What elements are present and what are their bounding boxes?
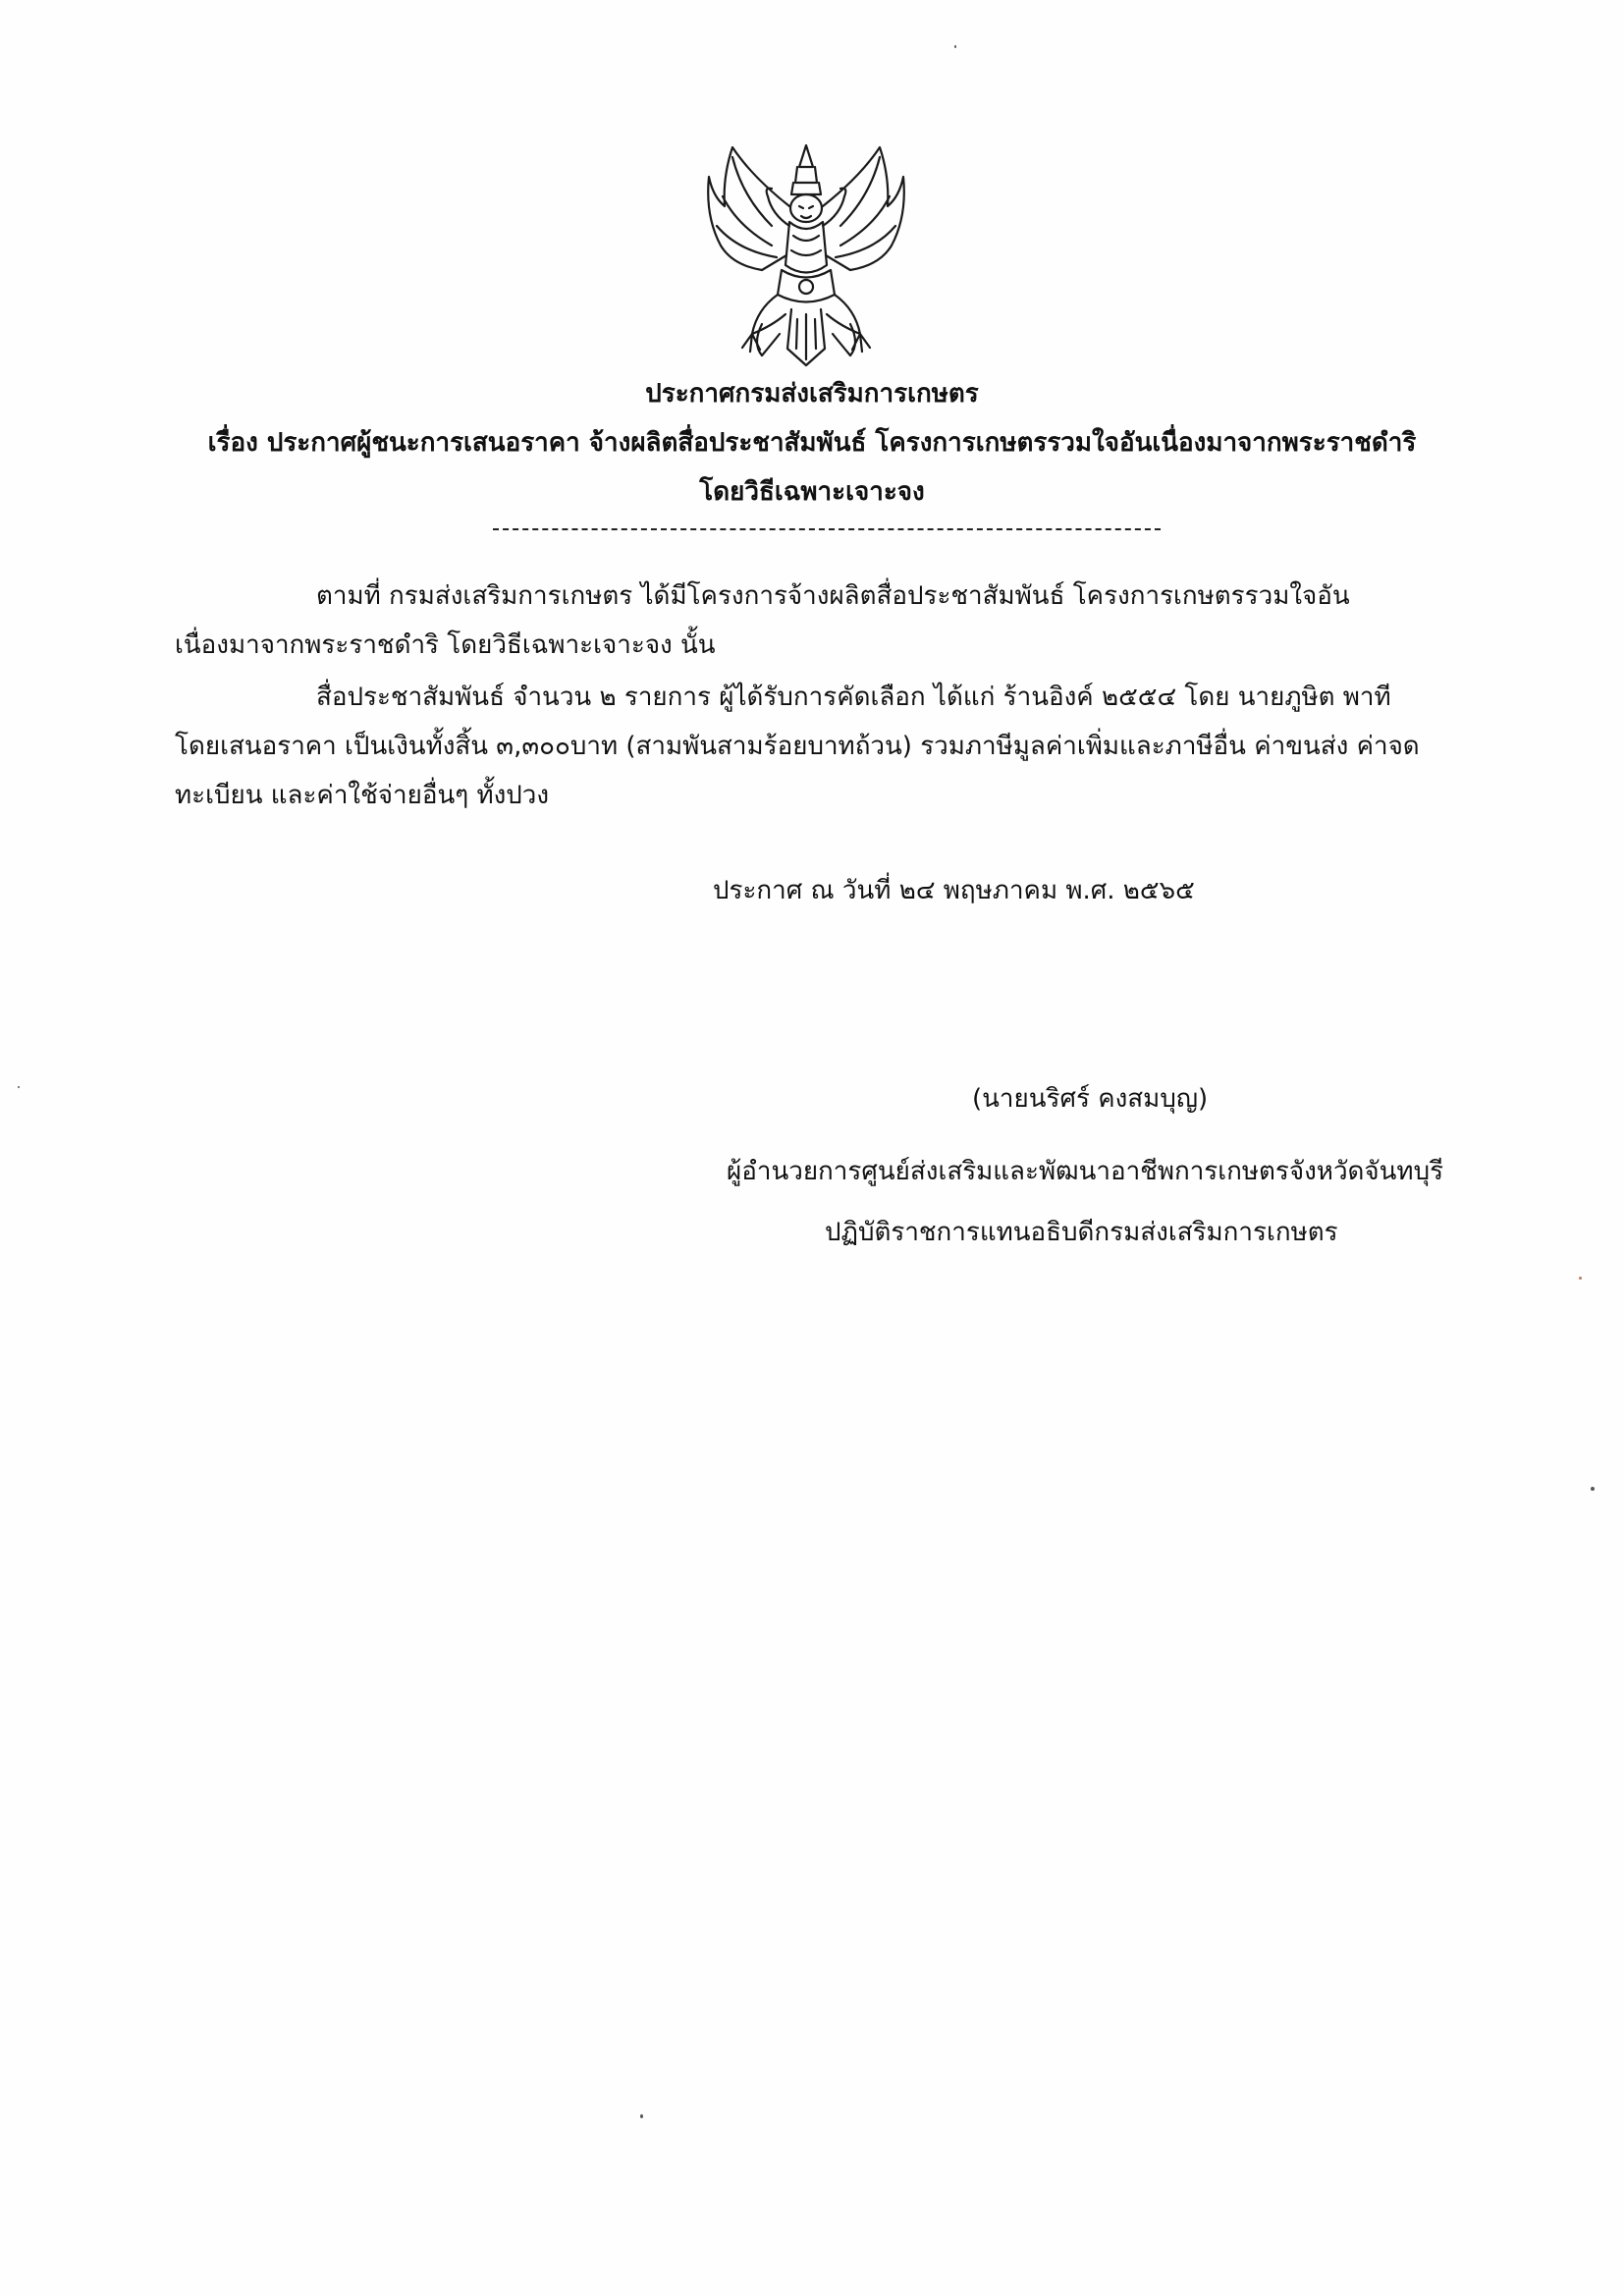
signatory-position-1: ผู้อำนวยการศูนย์ส่งเสริมและพัฒนาอาชีพการเกษตรจังหวัดจันทบุรี xyxy=(727,1157,1444,1186)
header-divider xyxy=(493,528,1161,530)
scan-speck xyxy=(18,1086,20,1088)
paragraph-2-line-3: ทะเบียน และค่าใช้จ่ายอื่นๆ ทั้งปวง xyxy=(175,781,550,810)
paragraph-1-line-1: ตามที่ กรมส่งเสริมการเกษตร ได้มีโครงการจ้างผลิตสื่อประชาสัมพันธ์ โครงการเกษตรรวมใจอัน xyxy=(316,581,1350,611)
signatory-position-2: ปฏิบัติราชการแทนอธิบดีกรมส่งเสริมการเกษตร xyxy=(825,1218,1338,1247)
garuda-emblem-icon xyxy=(703,137,909,373)
paragraph-1-line-2: เนื่องมาจากพระราชดำริ โดยวิธีเฉพาะเจาะจง นั้น xyxy=(175,630,716,660)
paragraph-2-line-1: สื่อประชาสัมพันธ์ จำนวน ๒ รายการ ผู้ได้รับการคัดเลือก ได้แก่ ร้านอิงค์ ๒๕๕๔ โดย นายภูษิต พาที xyxy=(316,683,1391,712)
subject-line-1: เรื่อง ประกาศผู้ชนะการเสนอราคา จ้างผลิตสื่อประชาสัมพันธ์ โครงการเกษตรรวมใจอันเนื่องมาจากพระราชดำริ xyxy=(207,428,1417,458)
signatory-name: (นายนริศร์ คงสมบุญ) xyxy=(972,1084,1209,1114)
scan-speck xyxy=(640,2114,643,2118)
announcement-date: ประกาศ ณ วันที่ ๒๔ พฤษภาคม พ.ศ. ๒๕๖๕ xyxy=(713,876,1195,905)
agency-title: ประกาศกรมส่งเสริมการเกษตร xyxy=(645,379,979,409)
subject-line-2: โดยวิธีเฉพาะเจาะจง xyxy=(699,477,925,507)
scan-speck xyxy=(1591,1487,1595,1491)
scan-speck xyxy=(954,45,956,48)
scan-speck xyxy=(1579,1277,1582,1280)
paragraph-2-line-2: โดยเสนอราคา เป็นเงินทั้งสิ้น ๓,๓๐๐บาท (สามพันสามร้อยบาทถ้วน) รวมภาษีมูลค่าเพิ่มและภาษีอื่น ค่าขนส่ง ค่าจด xyxy=(175,732,1420,761)
